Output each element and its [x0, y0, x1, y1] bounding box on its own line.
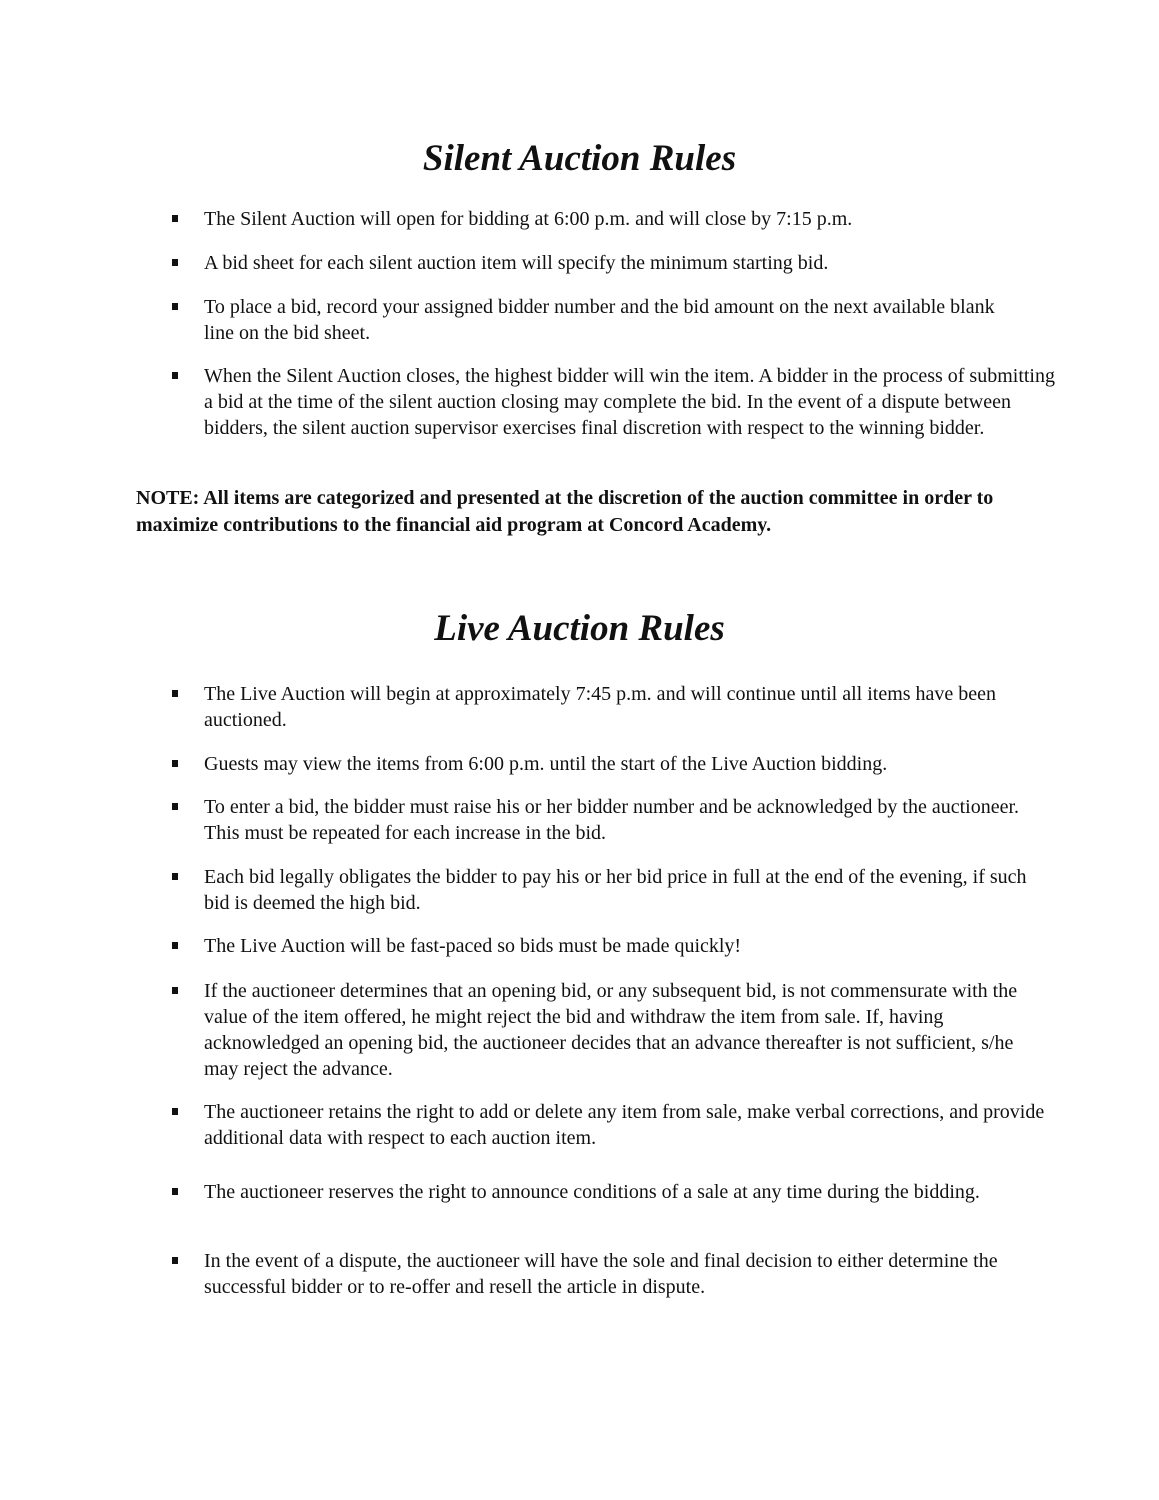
- live-auction-title: Live Auction Rules: [434, 608, 725, 649]
- live-rule-7: [168, 1099, 1049, 1151]
- bullet-icon: [172, 987, 178, 994]
- rule-text: If the auctioneer determines that an opening bid, or any subsequent bid, is not commensurate with the value of the item offered, he might reject the bid and withdraw the item from sale. If, having acknowledged an opening bid, the auctioneer decides that an advance thereafter is not sufficient, s/he may reject the advance.: [204, 980, 1018, 1080]
- rule-text: The auctioneer retains the right to add or delete any item from sale, make verbal corrections, and provide additional data with respect to each auction item.: [204, 1101, 1045, 1149]
- bullet-icon: [172, 372, 178, 379]
- silent-auction-title: Silent Auction Rules: [422, 138, 737, 179]
- bullet-icon: [172, 873, 178, 880]
- bullet-icon: [172, 303, 178, 310]
- silent-rule-4: [168, 363, 1064, 441]
- rule-text: The Silent Auction will open for bidding at 6:00 p.m. and will close by 7:15 p.m.: [204, 208, 853, 230]
- bullet-icon: [172, 1257, 178, 1264]
- live-rule-3: [168, 794, 1044, 846]
- rule-text: The Live Auction will be fast-paced so bids must be made quickly!: [204, 935, 742, 957]
- bullet-icon: [172, 942, 178, 949]
- silent-rule-1: [168, 206, 1064, 232]
- live-rule-9: [168, 1248, 1034, 1300]
- live-rule-6: [168, 978, 1049, 1082]
- bullet-icon: [172, 215, 178, 222]
- bullet-icon: [172, 760, 178, 767]
- rule-text: Each bid legally obligates the bidder to pay his or her bid price in full at the end of the evening, if such bid is deemed the high bid.: [204, 866, 1027, 914]
- bullet-icon: [172, 259, 178, 266]
- rule-text: A bid sheet for each silent auction item will specify the minimum starting bid.: [204, 252, 829, 274]
- live-rule-5: [168, 933, 1064, 959]
- bullet-icon: [172, 1188, 178, 1195]
- rule-text: In the event of a dispute, the auctioneer will have the sole and final decision to either determine the successful bidder or to re-offer and resell the article in dispute.: [204, 1250, 998, 1298]
- silent-rule-2: [168, 250, 1064, 276]
- rule-text: The Live Auction will begin at approximately 7:45 p.m. and will continue until all items have been auctioned.: [204, 683, 997, 731]
- rule-text: To enter a bid, the bidder must raise his or her bidder number and be acknowledged by the auctioneer. This must be repeated for each increase in the bid.: [204, 796, 1019, 844]
- bullet-icon: [172, 803, 178, 810]
- auction-note: NOTE: All items are categorized and presented at the discretion of the auction committee in order to maximize contributions to the financial aid program at Concord Academy.: [136, 487, 994, 536]
- rule-text: When the Silent Auction closes, the highest bidder will win the item. A bidder in the process of submitting a bid at the time of the silent auction closing may complete the bid. In the event of a dispute between bidders, the silent auction supervisor exercises final discretion with respect to the winning bidder.: [204, 365, 1055, 439]
- rule-text: The auctioneer reserves the right to announce conditions of a sale at any time during the bidding.: [204, 1181, 980, 1203]
- live-rule-2: [168, 751, 1064, 777]
- bullet-icon: [172, 690, 178, 697]
- live-rule-1: [168, 681, 1054, 733]
- live-rule-8: [168, 1179, 1054, 1205]
- silent-rule-3: [168, 294, 1024, 346]
- bullet-icon: [172, 1108, 178, 1115]
- rule-text: Guests may view the items from 6:00 p.m. until the start of the Live Auction bidding.: [204, 753, 888, 775]
- live-rule-4: [168, 864, 1044, 916]
- rule-text: To place a bid, record your assigned bidder number and the bid amount on the next available blank line on the bid sheet.: [204, 296, 995, 344]
